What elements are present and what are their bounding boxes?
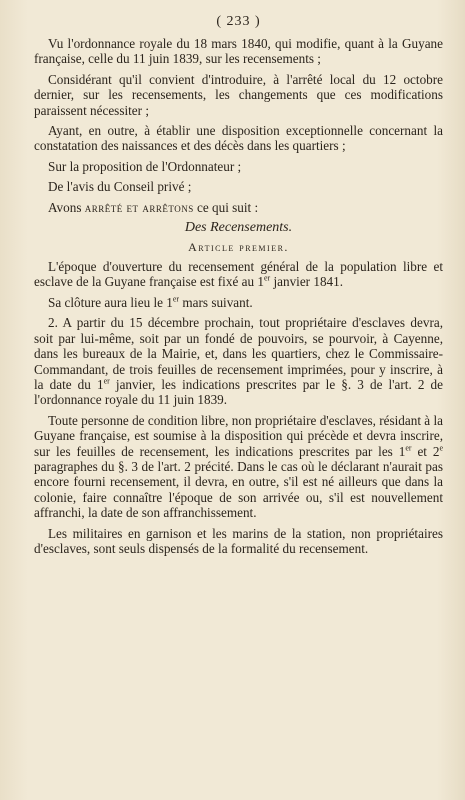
paragraph-considerant-changements: Considérant qu'il convient d'introduire, à l'arrêté local du 12 octobre dernier, sur les recensements, les changements que ces modifications paraissent nécessiter ; [34, 71, 443, 118]
article1-ouverture-end: janvier 1841. [273, 274, 344, 290]
article1-cloture-end: mars suivant. [182, 294, 253, 310]
section-title: Des Recensements. [184, 220, 293, 236]
superscript: e [439, 443, 444, 453]
article1-ouverture-text: L'époque d'ouverture du recensement général de la population libre et esclave de la Guyane française est fixé au 1 [34, 259, 443, 290]
avons-text: Avons [48, 199, 82, 215]
superscript: er [263, 274, 271, 284]
paragraph-avons-arrete [34, 200, 443, 215]
superscript: er [405, 443, 412, 453]
page-number: ( 233 ) [216, 14, 261, 29]
article2-paragraph-proprietaires [34, 315, 443, 407]
article2-libres-mid: et 2 [417, 443, 440, 459]
article2-proprietaires-end: janvier, les indications prescrites par le §. 3 de l'art. 2 de l'ordonnance royale du 11 juin 1839. [34, 376, 444, 408]
article2-paragraph-personnes-libres [34, 413, 443, 521]
superscript: er [172, 294, 180, 304]
article1-cloture-text: Sa clôture aura lieu le 1 [48, 294, 173, 310]
superscript: er [103, 376, 110, 386]
paragraph-proposition: Sur la proposition de l'Ordonnateur ; [48, 158, 242, 174]
article-title: Article premier. [188, 240, 289, 255]
paragraph-considerant-ordonnance: Vu l'ordonnance royale du 18 mars 1840, qui modifie, quant à la Guyane française, celle du 11 juin 1839, sur les recensements ; [34, 36, 443, 67]
article2-proprietaires-text: 2. A partir du 15 décembre prochain, tout propriétaire d'esclaves devra, soit par lui-même, soit par un fondé de pouvoirs, se pourvoir, à Cayenne, dans les bureaux de la Mairie, et, dans les quartiers, chez le Commissaire-Commandant, de trois feuilles de recensement imprimées, pour y inscrire, à la date du 1 [34, 315, 443, 392]
paragraph-avis-conseil: De l'avis du Conseil privé ; [48, 179, 192, 195]
paragraph-disposition-exceptionnelle: Ayant, en outre, à établir une disposition exceptionnelle concernant la constatation des naissances et des décès dans les quartiers ; [34, 123, 443, 154]
article2-paragraph-militaires: Les militaires en garnison et les marins de la station, non propriétaires d'esclaves, sont seuls dispensés de la formalité du recensement. [34, 525, 443, 556]
article2-libres-text: Toute personne de condition libre, non propriétaire d'esclaves, résidant à la Guyane française, est soumise à la disposition qui précède et devra inscrire, sur les feuilles de recensement, les indications prescrites par les 1 [34, 412, 443, 459]
arrete-small-caps: arrêté et arrêtons [84, 199, 194, 215]
article1-paragraph-ouverture [34, 259, 443, 290]
ce-qui-suit-text: ce qui suit : [197, 199, 259, 215]
article1-paragraph-cloture [34, 295, 443, 310]
article2-libres-end: paragraphes du §. 3 de l'art. 2 précité. Dans le cas où le déclarant n'aurait pas encore fourni recensement, il devra, en outre, s'il est né ailleurs que dans la colonie, faire connaître l'époque de son arrivée ou, s'il est nouvellement affranchi, la date de son affranchissement. [34, 458, 443, 521]
